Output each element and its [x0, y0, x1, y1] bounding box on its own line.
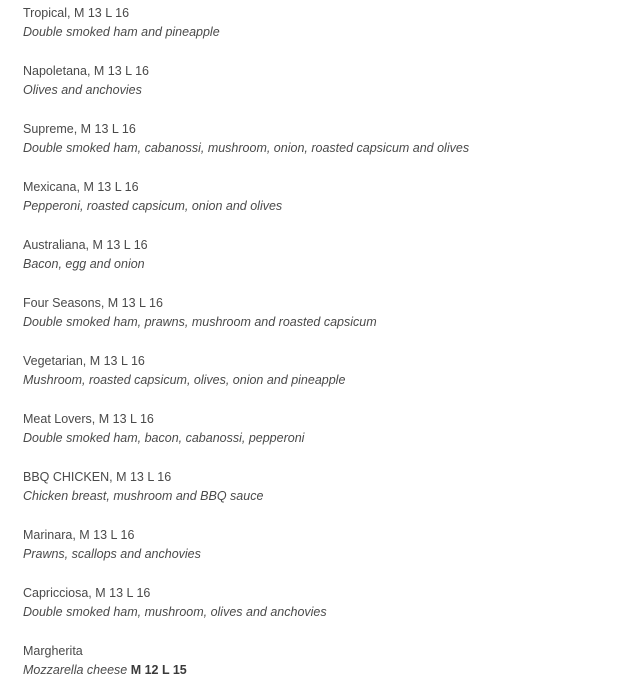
menu-item-description: Pepperoni, roasted capsicum, onion and olives [23, 199, 283, 213]
menu-item-description: Double smoked ham, mushroom, olives and anchovies [23, 605, 327, 619]
menu-item-title: Four Seasons, M 13 L 16 [23, 296, 163, 310]
menu-item-description: Double smoked ham, cabanossi, mushroom, onion, roasted capsicum and olives [23, 141, 470, 155]
menu-item-tropical [23, 4, 638, 62]
menu-item-description: Bacon, egg and onion [23, 257, 145, 271]
menu-item-title: Tropical, M 13 L 16 [23, 6, 130, 20]
menu-item-title: Vegetarian, M 13 L 16 [23, 354, 145, 368]
menu-item-four-seasons [23, 294, 638, 352]
menu-item-title: Meat Lovers, M 13 L 16 [23, 412, 154, 426]
menu-item-bbq-chicken [23, 468, 638, 526]
menu-item-title: Supreme, M 13 L 16 [23, 122, 136, 136]
menu-item-napoletana [23, 62, 638, 120]
menu-item-description: Double smoked ham, bacon, cabanossi, pepperoni [23, 431, 305, 445]
menu-item-title: Australiana, M 13 L 16 [23, 238, 148, 252]
menu-item-title: Napoletana, M 13 L 16 [23, 64, 150, 78]
menu-item-price: M 12 L 15 [130, 663, 187, 677]
menu-item-title: BBQ CHICKEN, M 13 L 16 [23, 470, 172, 484]
menu-item-description-text: Mozzarella cheese [23, 663, 128, 677]
menu-item-description: Double smoked ham and pineapple [23, 25, 220, 39]
menu-item-description [23, 661, 638, 680]
menu-item-marinara [23, 526, 638, 584]
menu-item-description: Prawns, scallops and anchovies [23, 547, 201, 561]
menu-item-australiana [23, 236, 638, 294]
menu-item-description: Chicken breast, mushroom and BBQ sauce [23, 489, 264, 503]
menu-item-title: Capricciosa, M 13 L 16 [23, 586, 151, 600]
menu-item-description: Olives and anchovies [23, 83, 142, 97]
menu-item-capricciosa [23, 584, 638, 642]
menu-item-title: Margherita [23, 644, 83, 658]
menu-item-vegetarian [23, 352, 638, 410]
menu-item-title: Mexicana, M 13 L 16 [23, 180, 139, 194]
menu-item-supreme [23, 120, 638, 178]
menu-item-description: Double smoked ham, prawns, mushroom and roasted capsicum [23, 315, 377, 329]
menu-item-margherita [23, 642, 638, 700]
menu-item-mexicana [23, 178, 638, 236]
menu-item-title: Marinara, M 13 L 16 [23, 528, 135, 542]
menu-item-meat-lovers [23, 410, 638, 468]
menu-item-description: Mushroom, roasted capsicum, olives, onion and pineapple [23, 373, 346, 387]
